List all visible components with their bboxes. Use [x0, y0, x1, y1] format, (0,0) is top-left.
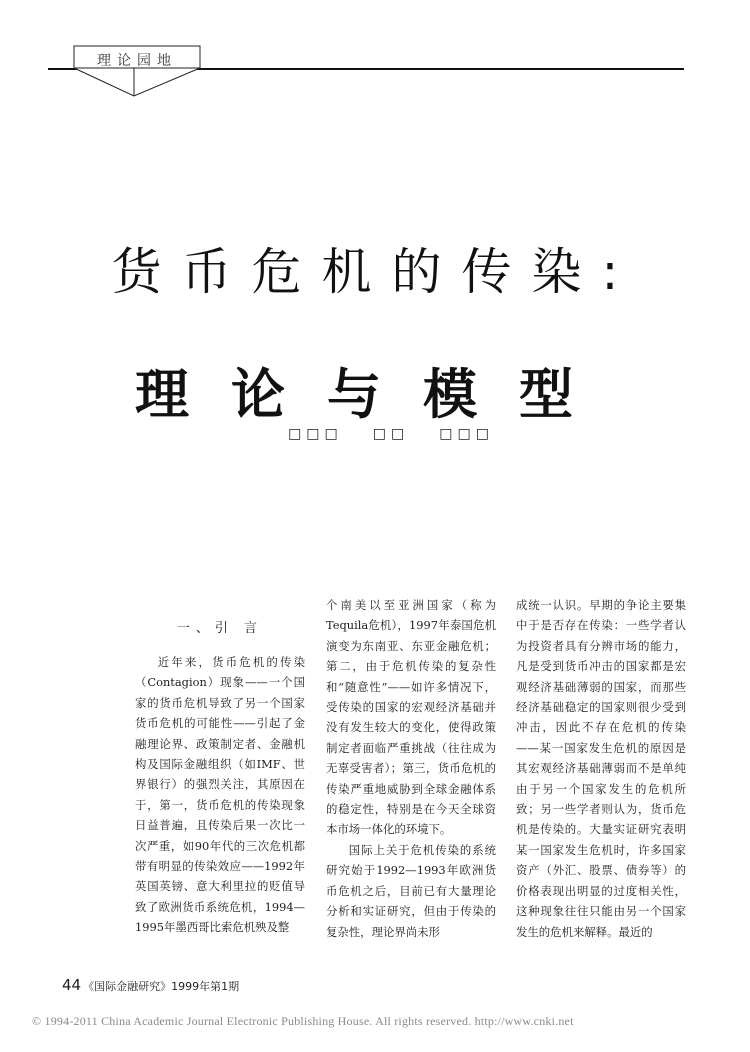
page-footer	[62, 976, 239, 994]
page-number: 44	[62, 976, 82, 994]
paragraph: 个南美以至亚洲国家（称为Tequila危机），1997年泰国危机演变为东南亚、东亚金融危机；第二，由于危机传染的复杂性和“随意性”——如许多情况下，受传染的国家的宏观经济基础并没有发生较大的变化，使得政策制定者面临严重挑战（往往成为无辜受害者）；第三，货币危机的传染严重地威胁到全球金融体系的稳定性，特别是在今天全球资本市场一体化的环境下。	[326, 598, 496, 837]
section-heading: 一、引 言	[176, 621, 264, 636]
paragraph: 成统一认识。早期的争论主要集中于是否存在传染：一些学者认为投资者具有分辨市场的能力，凡是受到货币冲击的国家都是宏观经济基础薄弱的国家，而那些经济基础稳定的国家则很少受到冲击，因此不存在危机的传染——某一国家发生危机的原因是其宏观经济基础薄弱而不是单纯由于另一个国家发生的危机所致；另一些学者则认为，货币危机是传染的。大量实证研究表明某一国家发生危机时，许多国家资产（外汇、股票、债券等）的价格表现出明显的过度相关性，这种现象往往只能由另一个国家发生的危机来解释。最近的	[516, 598, 686, 939]
author-list	[0, 426, 750, 442]
author-name: □□□	[288, 426, 343, 442]
author-name: □□□	[439, 426, 494, 442]
journal-citation: 《国际金融研究》1999年第1期	[83, 980, 240, 993]
column-label: 理论园地	[97, 53, 177, 69]
paragraph: 国际上关于危机传染的系统研究始于1992—1993年欧洲货币危机之后，目前已有大量理论分析和实证研究，但由于传染的复杂性，理论界尚未形	[326, 842, 496, 939]
paragraph: 近年来，货币危机的传染（Contagion）现象——一个国家的货币危机导致了另一个国家货币危机的可能性——引起了金融理论界、政策制定者、金融机构及国际金融组织（如IMF、世界银行）的强烈关注，其原因在于，第一，货币危机的传染现象日益普遍，且传染后果一次比一次严重，如90年代的三次危机都带有明显的传染效应——1992年英国英镑、意大利里拉的贬值导致了欧洲货币系统危机，1994—1995年墨西哥比索危机殃及整	[135, 655, 305, 935]
copyright-notice: © 1994-2011 China Academic Journal Electronic Publishing House. All rights reserved. http://www.cnki.net	[32, 1014, 574, 1028]
text-column-3	[516, 595, 686, 942]
article-title-line-1: 货币危机的传染:	[111, 242, 639, 301]
column-badge	[50, 40, 210, 102]
author-name: □□	[372, 426, 410, 442]
text-column-2	[326, 595, 496, 942]
article-title-line-2: 理论与模型	[135, 363, 615, 427]
text-column-1	[135, 652, 305, 938]
